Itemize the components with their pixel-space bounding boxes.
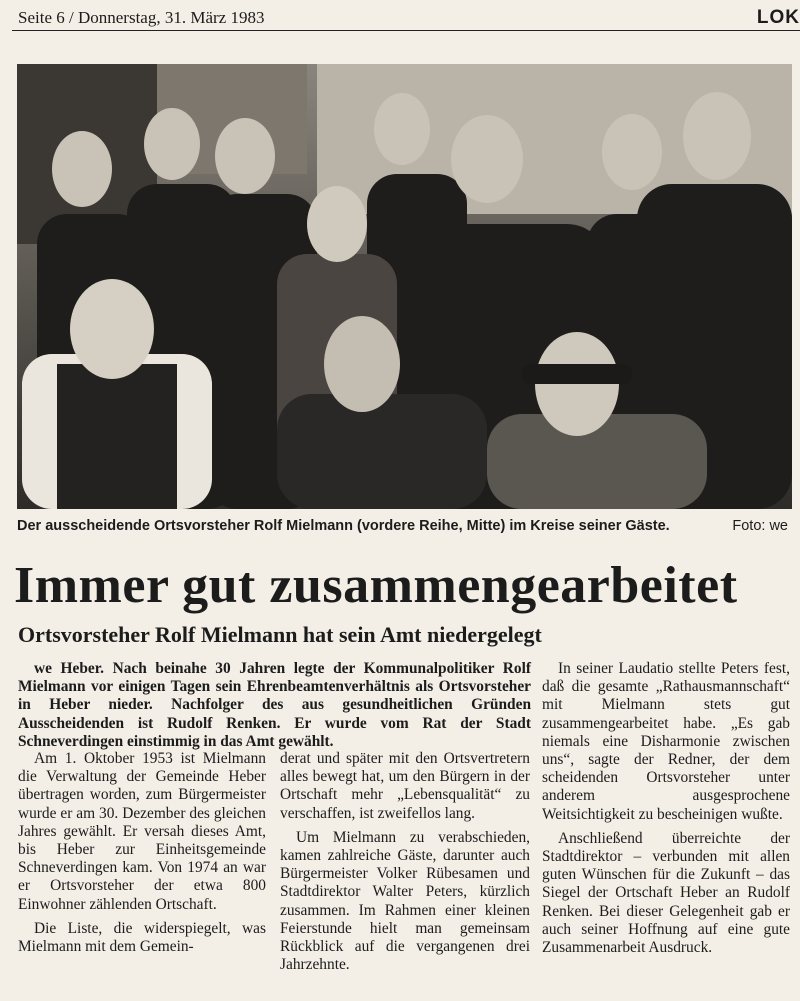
paragraph: derat und später mit den Ortsvertretern alles bewegt hat, um den Bürgern in der Ortschaft mehr „Lebensqualität“ zu verschaffen, ist zweifellos lang. — [280, 750, 530, 822]
photo-caption — [17, 518, 792, 542]
page-info: Seite 6 / Donnerstag, 31. März 1983 — [18, 8, 265, 27]
article-column-2 — [280, 750, 530, 980]
paragraph: In seiner Laudatio stellte Peters fest, daß die gesamte „Rathausmannschaft“ mit Mielmann stets gut zusammengearbeitet habe. „Es gab niemals eine Disharmonie zwischen uns“, sagte der Redner, der dem scheidenden Ortsvorsteher unter anderem ausgesprochene Weitsichtigkeit zu bescheinigen wußte. — [542, 660, 790, 823]
caption-text: Der ausscheidende Ortsvorsteher Rolf Mielmann (vordere Reihe, Mitte) im Kreise seiner Gäste. — [17, 518, 670, 534]
article-column-3 — [542, 660, 790, 963]
paragraph: Die Liste, die widerspiegelt, was Mielmann mit dem Gemein- — [18, 919, 266, 956]
paragraph: Anschließend überreichte der Stadtdirektor – verbunden mit allen guten Wünschen für die Zukunft – das Siegel der Ortschaft Heber an Rudolf Renken. Bei dieser Gelegenheit gab er auch seiner Hoffnung auf eine gute Zusammenarbeit Ausdruck. — [542, 829, 790, 957]
page-header — [12, 6, 800, 31]
photo-credit: Foto: we — [732, 518, 788, 534]
article-column-1 — [18, 750, 266, 962]
section-label: LOK — [756, 7, 800, 28]
paragraph: Um Mielmann zu verabschieden, kamen zahlreiche Gäste, darunter auch Bürgermeister Volker Rübesamen und Stadtdirektor Walter Peters, kürzlich zusammen. Im Rahmen einer kleinen Feierstunde hielt man gemeinsam Rückblick auf die vergangenen drei Jahrzehnte. — [280, 828, 530, 974]
article-lead: we Heber. Nach beinahe 30 Jahren legte der Kommunalpolitiker Rolf Mielmann vor einigen Tagen sein Ehrenbeamtenverhältnis als Ortsvorsteher in Heber nieder. Nachfolger des aus gesundheitlichen Gründen Ausscheidenden ist Rudolf Renken. Er wurde vom Rat der Stadt Schneverdingen einstimmig in das Amt gewählt. — [18, 660, 531, 750]
article-subheadline: Ortsvorsteher Rolf Mielmann hat sein Amt niedergelegt — [18, 622, 542, 647]
group-photo-illustration — [17, 64, 792, 509]
article-headline: Immer gut zusammengearbeitet — [14, 557, 738, 614]
group-photo — [17, 64, 792, 509]
paragraph: Am 1. Oktober 1953 ist Mielmann die Verwaltung der Gemeinde Heber übertragen worden, zum Bürgermeister wurde er am 30. Dezember des gleichen Jahres gewählt. Er versah dieses Amt, bis Heber zur Einheitsgemeinde Schneverdingen kam. Von 1974 an war er Ortsvorsteher der etwa 800 Einwohner zählenden Ortschaft. — [18, 750, 266, 913]
